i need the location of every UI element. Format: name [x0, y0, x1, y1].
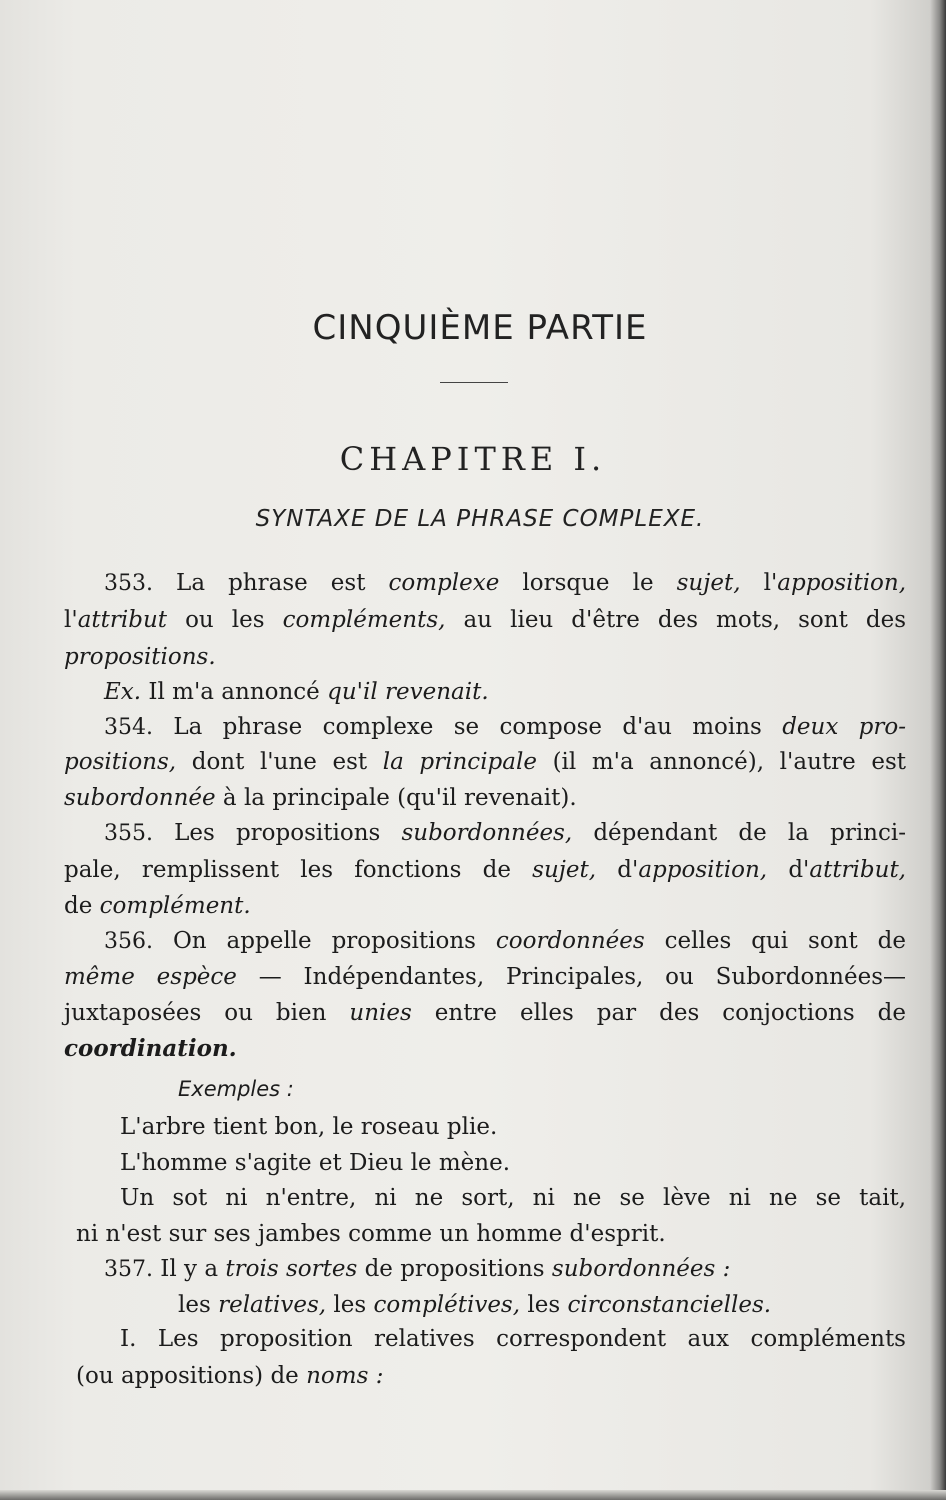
italic-term: propositions.: [64, 644, 216, 670]
italic-term: trois sortes: [225, 1256, 358, 1282]
italic-term: complétives,: [373, 1292, 521, 1318]
italic-term: apposition,: [638, 857, 768, 883]
italic-term: compléments,: [282, 607, 446, 633]
text-run: de propositions: [364, 1256, 545, 1282]
text-run: d': [788, 857, 810, 883]
chapter-subtitle: SYNTAXE DE LA PHRASE COMPLEXE.: [255, 506, 705, 532]
italic-term: subordonnée: [64, 785, 216, 811]
text-run: On appelle propositions: [172, 928, 476, 954]
text-run: lorsque le: [522, 570, 654, 596]
paragraph-354-line-1: [104, 712, 906, 743]
italic-term: qu'il revenait.: [327, 679, 489, 705]
paragraph-353-line-2: [64, 605, 906, 635]
example-353: [104, 677, 906, 707]
italic-term: deux pro-: [782, 714, 906, 740]
text-run: La phrase complexe se compose d'au moins: [173, 714, 762, 740]
text-run: (il m'a annoncé), l'autre est: [552, 749, 907, 775]
section-i-line-2: [76, 1361, 918, 1391]
text-run: l': [64, 607, 78, 633]
italic-term: sujet,: [532, 857, 597, 883]
paragraph-355-line-1: [104, 818, 906, 849]
text-run: d': [617, 857, 639, 883]
paragraph-354-line-3: [64, 783, 906, 813]
paragraph-number: 357.: [104, 1257, 153, 1282]
italic-term: noms :: [306, 1363, 384, 1389]
italic-term: circonstancielles.: [567, 1292, 772, 1318]
example-label: Ex.: [104, 679, 142, 705]
paragraph-356-line-2: [64, 962, 906, 992]
paragraph-355-line-3: [64, 891, 906, 921]
italic-term: complexe: [388, 570, 500, 596]
example-line-3: Un sot ni n'entre, ni ne sort, ni ne se lève ni ne se tait,: [120, 1185, 906, 1211]
italic-term: la principale: [382, 749, 537, 775]
paragraph-354-line-2: [64, 747, 906, 777]
paragraph-356-line-3: [64, 998, 906, 1028]
italic-term: unies: [349, 1000, 412, 1026]
example-line-2: L'homme s'agite et Dieu le mène.: [120, 1150, 511, 1176]
italic-term: relatives,: [218, 1292, 327, 1318]
paragraph-356-line-4: [64, 1034, 906, 1064]
page-edge-right: [930, 0, 946, 1500]
text-run: Les propositions: [174, 820, 381, 846]
text-run: Il m'a annoncé: [148, 679, 320, 705]
text-run: au lieu d'être des mots, sont des: [463, 607, 907, 633]
title-rule: [440, 382, 508, 383]
text-run: pale, remplissent les fonctions de: [64, 857, 511, 883]
italic-term: subordonnées :: [551, 1256, 731, 1282]
paragraph-357-line-2: [178, 1290, 906, 1320]
part-title: CINQUIÈME PARTIE: [312, 308, 648, 348]
paragraph-355-line-2: [64, 855, 906, 885]
text-run: celles qui sont de: [664, 928, 907, 954]
example-line-4: ni n'est sur ses jambes comme un homme d'esprit.: [76, 1221, 666, 1247]
text-run: entre elles par des conjoctions de: [434, 1000, 907, 1026]
text-run: juxtaposées ou bien: [64, 1000, 327, 1026]
paragraph-357-line-1: [104, 1254, 906, 1285]
text-run: dépendant de la princi-: [593, 820, 906, 846]
paragraph-353-line-1: [104, 568, 906, 599]
italic-term: attribut,: [809, 857, 906, 883]
italic-term: subordonnées,: [401, 820, 573, 846]
paragraph-number: 353.: [104, 571, 153, 596]
text-run: de: [64, 893, 93, 919]
text-run: (ou appositions) de: [76, 1363, 299, 1389]
text-run: ou les: [185, 607, 265, 633]
text-run: les: [527, 1292, 561, 1318]
paragraph-353-line-3: [64, 642, 906, 672]
italic-term: coordination.: [64, 1035, 237, 1062]
paragraph-number: 356.: [104, 929, 153, 954]
chapter-title: CHAPITRE I.: [339, 440, 607, 478]
italic-term: coordonnées: [495, 928, 645, 954]
italic-term: complément.: [99, 893, 251, 919]
examples-label: Exemples :: [178, 1077, 294, 1101]
italic-term: apposition,: [777, 570, 907, 596]
text-run: Il y a: [160, 1256, 219, 1282]
page-edge-bottom: [0, 1490, 946, 1500]
text-run: dont l'une est: [191, 749, 368, 775]
section-i-line-1: I. Les proposition relatives correspondent aux compléments: [120, 1326, 906, 1352]
text-run: La phrase est: [176, 570, 366, 596]
text-run: les: [333, 1292, 367, 1318]
italic-term: sujet,: [676, 570, 741, 596]
text-run: l': [763, 570, 778, 596]
paragraph-number: 355.: [104, 821, 153, 846]
example-line-1: L'arbre tient bon, le roseau plie.: [120, 1114, 498, 1140]
paragraph-number: 354.: [104, 715, 153, 740]
paragraph-356-line-1: [104, 926, 906, 957]
italic-term: attribut: [77, 607, 168, 633]
italic-term: même espèce: [64, 964, 237, 990]
text-run: les: [178, 1292, 211, 1318]
italic-term: positions,: [64, 749, 177, 775]
text-run: à la principale (qu'il revenait).: [222, 785, 577, 811]
text-run: — Indépendantes, Principales, ou Subordonnées—: [258, 964, 906, 990]
